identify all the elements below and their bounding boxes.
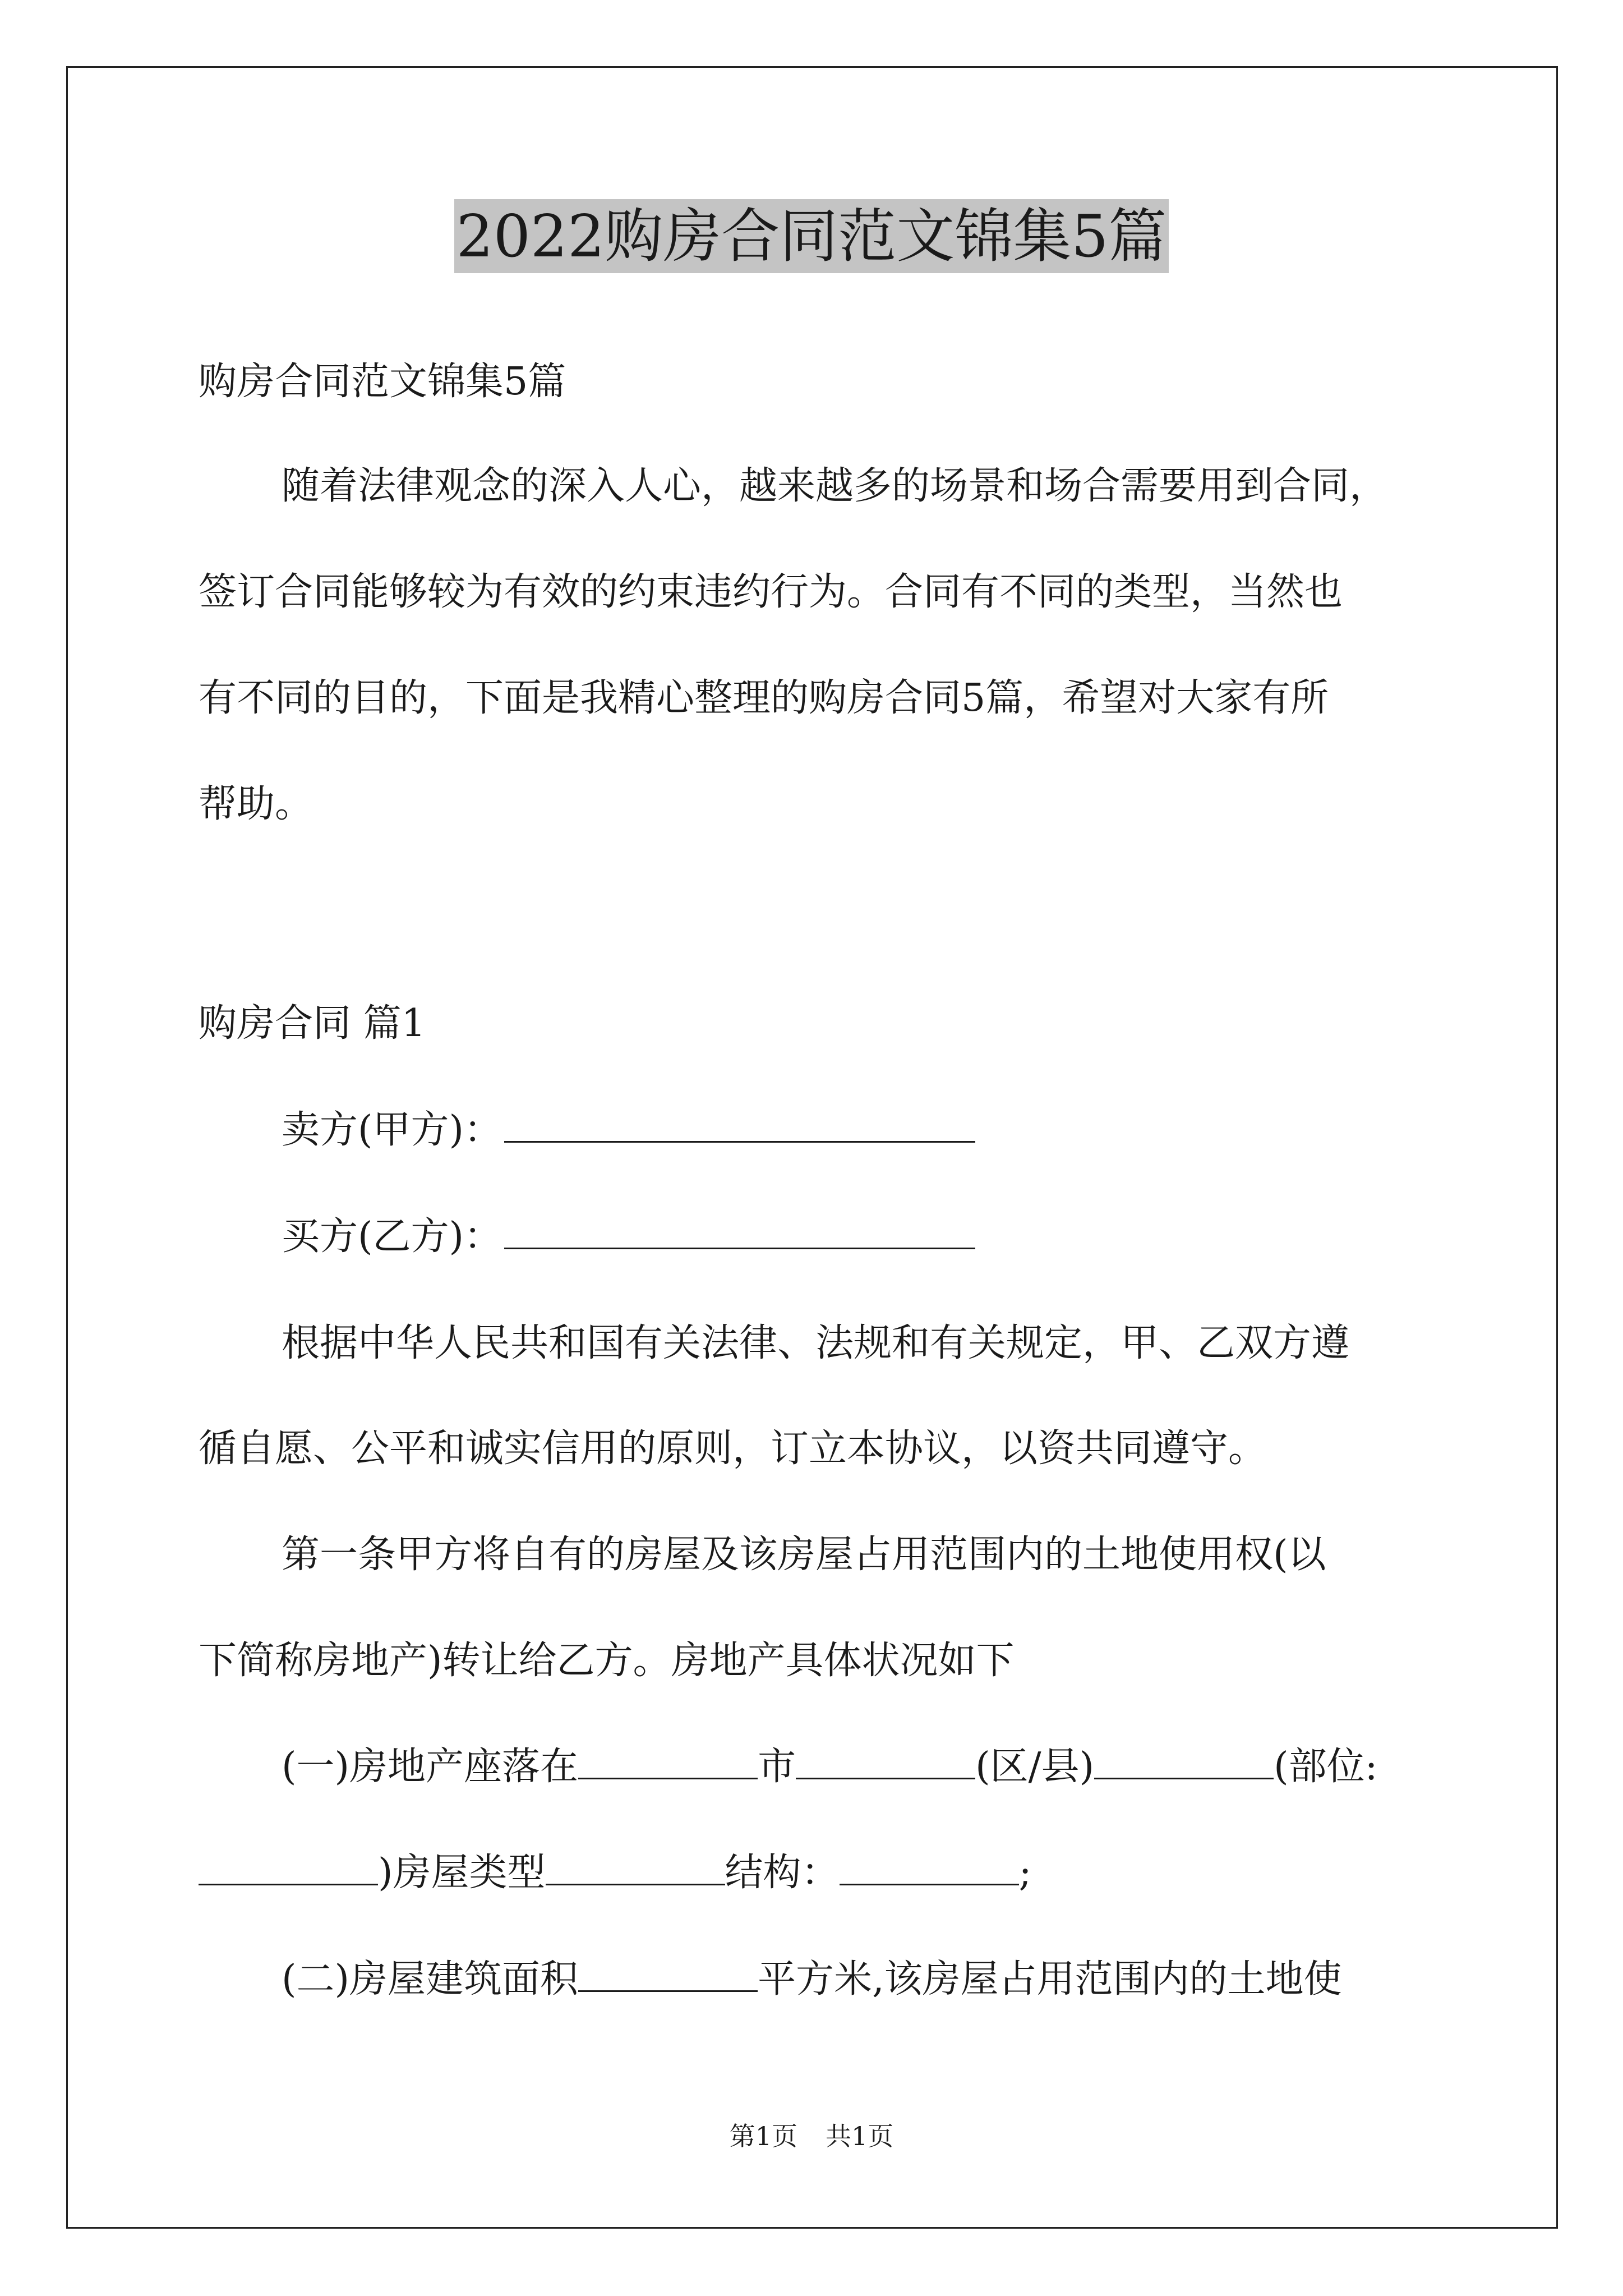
item1-structure: 结构：	[725, 1851, 840, 1895]
seller-line	[282, 1105, 1515, 1156]
seller-blank	[504, 1105, 975, 1143]
document-subtitle: 购房合同范文锦集5篇	[199, 360, 566, 404]
item1-blank-location	[578, 1742, 758, 1779]
article1-line-1: 第一条甲方将自有的房屋及该房屋占用范围内的土地使用权(以	[282, 1533, 1326, 1577]
item1-prefix: (一)房地产座落在	[282, 1745, 579, 1789]
footer-page-total: 共1页	[826, 2121, 894, 2151]
item1-part-open: (部位:	[1274, 1745, 1378, 1789]
item2-rest: 平方米,该房屋占用范围内的土地使	[758, 1957, 1342, 2001]
intro-line-2: 签订合同能够较为有效的约束违约行为。合同有不同的类型，当然也	[199, 570, 1343, 614]
item1-blank-part	[199, 1848, 378, 1885]
item2-line-1	[282, 1954, 1515, 2005]
buyer-blank	[504, 1212, 975, 1249]
item1-blank-structure	[840, 1848, 1019, 1885]
item1-blank-type	[546, 1848, 725, 1885]
item2-blank-area	[578, 1954, 758, 1992]
item1-district: (区/县)	[975, 1745, 1095, 1789]
item1-part-close: )房屋类型	[378, 1851, 546, 1895]
item1-line-2	[199, 1848, 1432, 1898]
intro-line-1: 随着法律观念的深入人心，越来越多的场景和场合需要用到合同，	[282, 464, 1388, 508]
section-heading: 购房合同 篇1	[199, 1001, 426, 1046]
item1-city: 市	[758, 1745, 796, 1789]
seller-label: 卖方(甲方)：	[282, 1108, 502, 1152]
intro-line-3: 有不同的目的，下面是我精心整理的购房合同5篇，希望对大家有所	[199, 676, 1329, 720]
intro-line-4: 帮助。	[199, 782, 313, 826]
item1-end: ;	[1018, 1851, 1032, 1895]
item2-prefix: (二)房屋建筑面积	[282, 1957, 579, 2001]
footer-page-current: 第1页	[729, 2121, 797, 2151]
basis-line-1: 根据中华人民共和国有关法律、法规和有关规定，甲、乙双方遵	[282, 1321, 1350, 1365]
buyer-label: 买方(乙方)：	[282, 1214, 502, 1259]
document-title-block	[0, 199, 1623, 273]
item1-line-1	[282, 1742, 1515, 1792]
page-footer	[0, 2119, 1623, 2153]
article1-line-2: 下简称房地产)转让给乙方。房地产具体状况如下	[199, 1639, 1015, 1683]
item1-blank-city	[796, 1742, 975, 1779]
item1-blank-district	[1094, 1742, 1274, 1779]
document-title: 2022购房合同范文锦集5篇	[454, 199, 1169, 273]
buyer-line	[282, 1212, 1515, 1262]
basis-line-2: 循自愿、公平和诚实信用的原则，订立本协议，以资共同遵守。	[199, 1427, 1267, 1471]
